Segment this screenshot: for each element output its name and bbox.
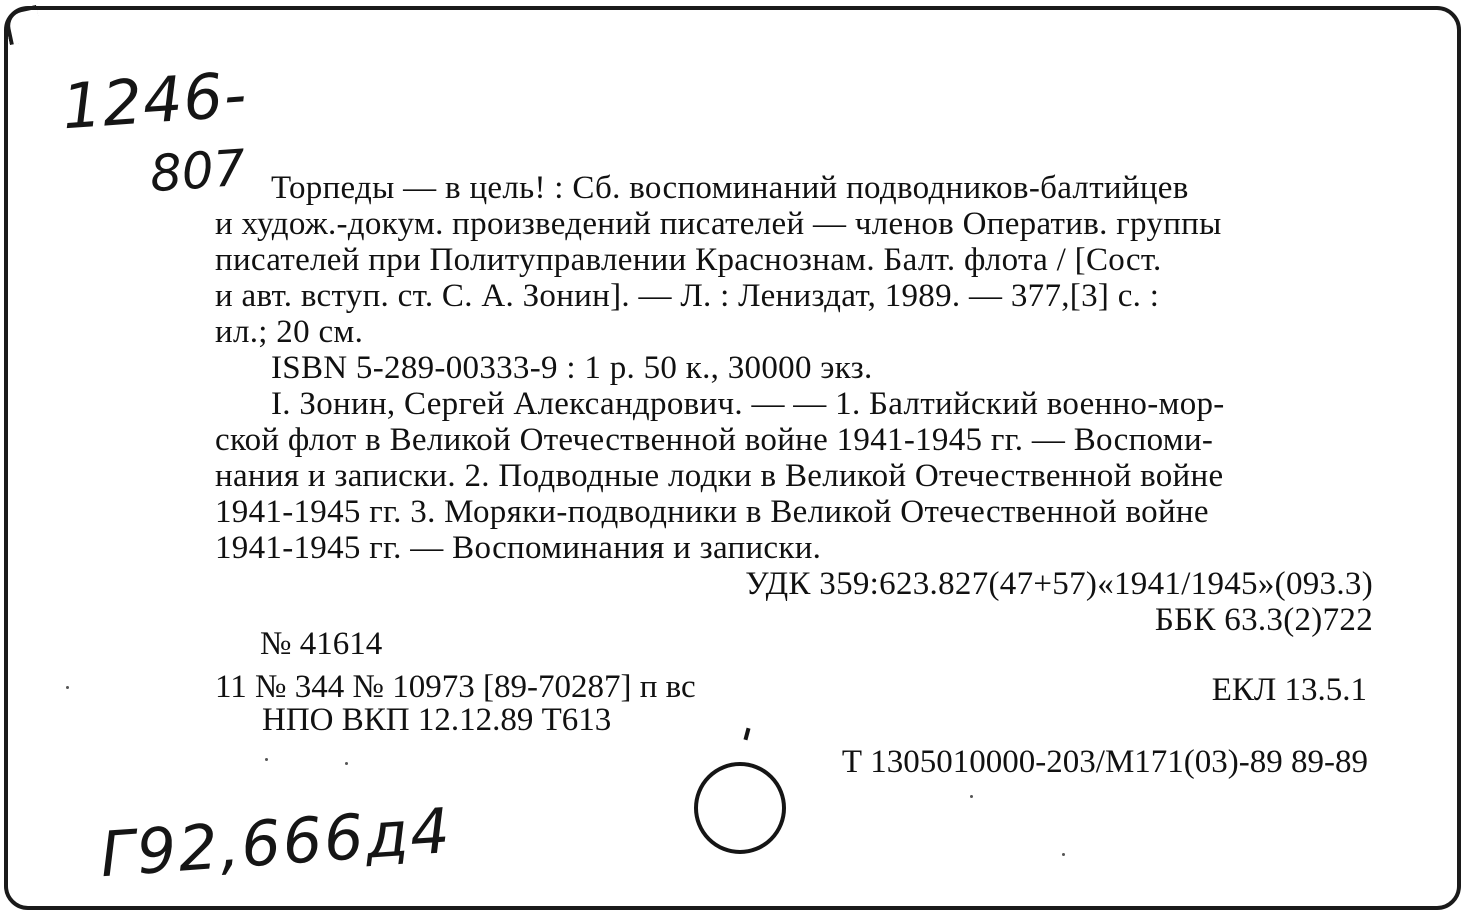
handwritten-shelf-mark: 1246-: [59, 57, 250, 144]
udk-code: УДК 359:623.827(47+57)«1941/1945»(093.3): [745, 566, 1373, 602]
subject-line: нания и записки. 2. Подводные лодки в Великой Отечественной войне: [215, 458, 1224, 494]
card-corner-mark: [3, 5, 43, 45]
subject-line: ской флот в Великой Отечественной войне 1941-1945 гг. — Воспоми-: [215, 422, 1214, 458]
ink-speck: [66, 686, 69, 689]
isbn-line: ISBN 5-289-00333-9 : 1 р. 50 к., 30000 экз.: [271, 350, 873, 386]
record-line: и авт. вступ. ст. С. А. Зонин]. — Л. : Лениздат, 1989. — 377,[3] с. :: [215, 278, 1160, 314]
t-code: Т 1305010000-203/М171(03)-89 89-89: [841, 744, 1368, 780]
card-number: № 41614: [260, 626, 383, 662]
subject-line: I. Зонин, Сергей Александрович. — — 1. Балтийский военно-мор-: [271, 386, 1225, 422]
punch-hole-circle: [694, 762, 786, 854]
bbk-code: ББК 63.3(2)722: [1154, 602, 1373, 638]
ink-speck: [265, 758, 268, 761]
record-line: и худож.-докум. произведений писателей — членов Оператив. группы: [215, 206, 1222, 242]
record-line: писателей при Политуправлении Краснознам. Балт. флота / [Сост.: [215, 242, 1162, 278]
record-line: Торпеды — в цель! : Сб. воспоминаний подводников-балтийцев: [271, 170, 1189, 206]
subject-line: 1941-1945 гг. 3. Моряки-подводники в Великой Отечественной войне: [215, 494, 1209, 530]
description-paragraph: [215, 170, 1373, 350]
handwritten-shelf-mark-2: 807: [148, 138, 248, 204]
ekl-code: ЕКЛ 13.5.1: [1211, 672, 1367, 708]
subject-line: 1941-1945 гг. — Воспоминания и записки.: [215, 530, 822, 566]
publisher-code: 11 № 344 № 10973 [89-70287] п вс: [215, 669, 696, 705]
handwritten-inventory-number: Г92,666д4: [97, 793, 454, 892]
npo-code: НПО ВКП 12.12.89 Т613: [262, 702, 612, 738]
bibliographic-record: [215, 170, 1373, 638]
ink-speck: [1062, 853, 1065, 856]
ink-speck: [345, 762, 348, 765]
ink-speck: [970, 795, 973, 798]
record-line: ил.; 20 см.: [215, 314, 364, 350]
subject-headings: [215, 386, 1373, 566]
